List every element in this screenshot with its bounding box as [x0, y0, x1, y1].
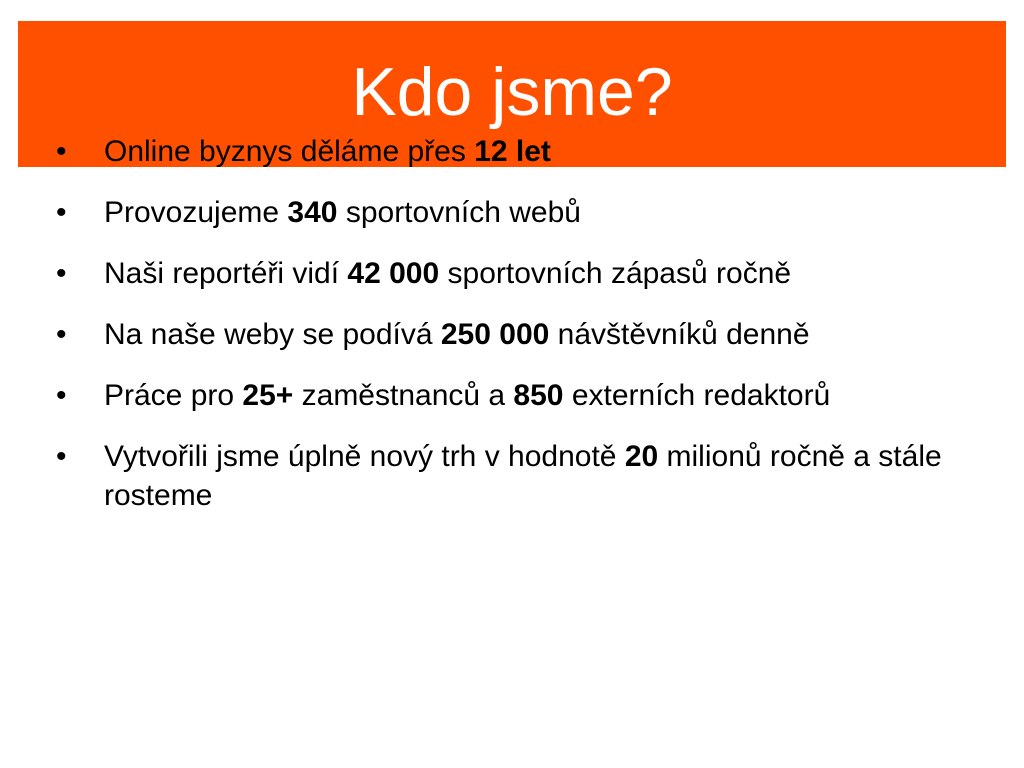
bullet-text: Vytvořili jsme úplně nový trh v hodnotě: [104, 440, 625, 473]
bullet-highlight: 850: [513, 379, 564, 412]
bullet-dot: •: [56, 440, 67, 473]
bullet-item: [56, 437, 996, 515]
bullet-text: milionů ročně a stále rosteme: [104, 440, 942, 512]
bullet-highlight: 25+: [242, 379, 294, 412]
bullet-item: [56, 315, 996, 354]
bullet-text: zaměstnanců a: [293, 379, 514, 412]
bullet-text: Online byznys děláme přes: [104, 135, 475, 168]
bullet-highlight: 250 000: [440, 318, 550, 351]
bullet-text: Naši reportéři vidí: [104, 257, 348, 290]
bullet-text: Provozujeme: [104, 196, 288, 229]
bullet-dot: •: [56, 135, 67, 168]
bullet-item: [56, 254, 996, 293]
bullet-highlight: 42 000: [347, 257, 440, 290]
bullet-item: [56, 376, 996, 415]
bullet-text: externích redaktorů: [563, 379, 831, 412]
bullet-highlight: 12 let: [474, 135, 551, 168]
bullet-item: [56, 193, 996, 232]
bullet-text: Práce pro: [104, 379, 243, 412]
bullet-dot: •: [56, 257, 67, 290]
bullet-text: sportovních zápasů ročně: [439, 257, 792, 290]
bullet-highlight: 20: [624, 440, 659, 473]
bullet-dot: •: [56, 196, 67, 229]
slide-title: Kdo jsme?: [351, 54, 673, 130]
bullet-item: [56, 132, 996, 171]
bullet-text: Na naše weby se podívá: [104, 318, 441, 351]
bullet-text: návštěvníků denně: [549, 318, 810, 351]
bullet-highlight: 340: [287, 196, 338, 229]
bullet-list: [56, 132, 996, 537]
bullet-dot: •: [56, 379, 67, 412]
bullet-dot: •: [56, 318, 67, 351]
bullet-text: sportovních webů: [337, 196, 581, 229]
